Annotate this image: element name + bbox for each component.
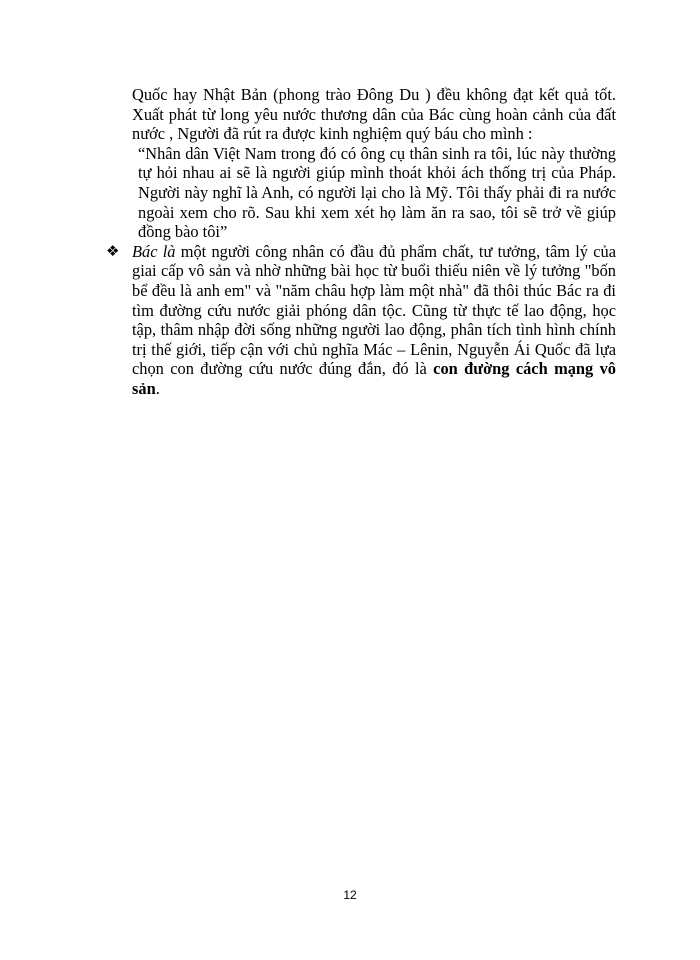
bullet-paragraph — [132, 242, 616, 399]
bullet-bold-phrase: con đường cách mạng vô sản — [132, 359, 616, 398]
diamond-bullet-icon: ❖ — [106, 241, 120, 260]
bullet-item — [106, 241, 616, 399]
quote-paragraph: “Nhân dân Việt Nam trong đó có ông cụ thân sinh ra tôi, lúc này thường tự hỏi nhau ai sẽ là người giúp mình thoát khỏi ách thống trị của Pháp. Người này nghĩ là Anh, có người lại cho là Mỹ. Tôi thấy phải đi ra nước ngoài xem cho rõ. Sau khi xem xét họ làm ăn ra sao, tôi sẽ trở về giúp đồng bào tôi” — [138, 143, 616, 242]
intro-paragraph: Quốc hay Nhật Bản (phong trào Đông Du ) đều không đạt kết quả tốt. Xuất phát từ long yêu nước thương dân của Bác cùng hoàn cảnh của đất nước , Người đã rút ra được kinh nghiệm quý báu cho mình : — [132, 85, 616, 144]
page-content — [106, 85, 616, 399]
bullet-body-text: một người công nhân có đầu đủ phẩm chất, tư tưởng, tâm lý của giai cấp vô sản và nhờ những bài học từ buổi thiếu niên về lý tưởng "bốn bể đều là anh em" và "năm châu hợp làm một nhà" đã thôi thúc Bác ra đi tìm đường cứu nước giải phóng dân tộc. Cũng từ thực tế lao động, học tập, thâm nhập đời sống những người lao động, phân tích tình hình chính trị thế giới, tiếp cận với chủ nghĩa Mác – Lênin, Nguyễn Ái Quốc đã lựa chọn con đường cứu nước đúng đắn, đó là — [132, 241, 616, 379]
page-number: 12 — [343, 888, 357, 902]
bullet-italic-lead: Bác là — [132, 241, 176, 261]
bullet-end-punct: . — [155, 378, 160, 398]
